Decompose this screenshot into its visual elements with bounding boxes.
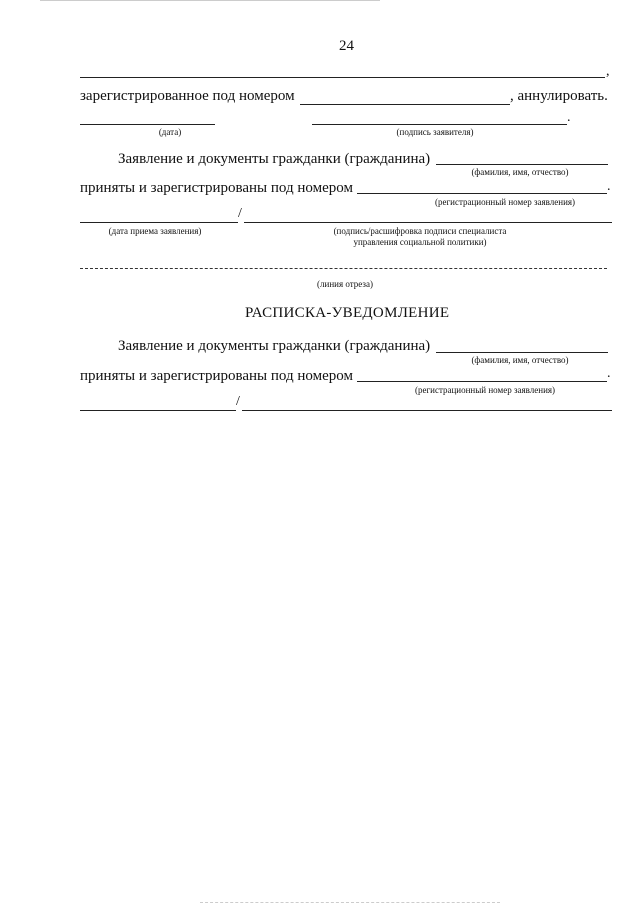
scan-edge-bottom: [200, 902, 500, 903]
annul-text: , аннулировать.: [510, 88, 608, 104]
statement-text: Заявление и документы гражданки (гражданина): [118, 151, 431, 167]
scan-edge-top: [40, 0, 380, 1]
specialist-caption-line2: управления социальной политики): [353, 237, 487, 247]
receipt-fio-blank: [436, 352, 608, 353]
date-received-blank: [80, 222, 238, 223]
fio-blank: [436, 164, 608, 165]
specialist-signature-blank: [244, 222, 612, 223]
applicant-signature-blank: [312, 124, 567, 125]
reg-number-blank: [357, 193, 607, 194]
receipt-period: .: [607, 366, 611, 381]
receipt-accepted-text: приняты и зарегистрированы под номером: [80, 368, 353, 384]
receipt-fio-caption: (фамилия, имя, отчество): [471, 355, 569, 365]
trailing-comma: ,: [606, 64, 610, 79]
cut-line: [80, 268, 607, 269]
date-received-caption: (дата приема заявления): [108, 226, 202, 236]
receipt-signature-blank: [242, 410, 612, 411]
receipt-title: РАСПИСКА-УВЕДОМЛЕНИЕ: [245, 305, 450, 321]
applicant-signature-caption: (подпись заявителя): [396, 127, 474, 137]
receipt-statement-text: Заявление и документы гражданки (гражданина): [118, 338, 431, 354]
accepted-registered-text: приняты и зарегистрированы под номером: [80, 180, 353, 196]
date-caption: (дата): [158, 127, 182, 137]
fio-caption: (фамилия, имя, отчество): [471, 167, 569, 177]
receipt-date-blank: [80, 410, 236, 411]
receipt-reg-number-caption: (регистрационный номер заявления): [414, 385, 556, 395]
reg-number-caption: (регистрационный номер заявления): [434, 197, 576, 207]
registration-number-blank: [300, 104, 510, 105]
receipt-slash-separator: /: [236, 394, 240, 409]
period: .: [607, 179, 611, 194]
cut-line-caption: (линия отреза): [317, 279, 373, 289]
receipt-reg-number-blank: [357, 381, 607, 382]
date-blank: [80, 124, 215, 125]
signature-dot: .: [567, 110, 571, 125]
specialist-caption-line1: (подпись/расшифровка подписи специалиста: [333, 226, 507, 236]
slash-separator: /: [238, 206, 242, 221]
registered-under-number-text: зарегистрированное под номером: [80, 88, 295, 104]
blank-line-top: [80, 77, 605, 78]
page-number: 24: [339, 38, 354, 54]
